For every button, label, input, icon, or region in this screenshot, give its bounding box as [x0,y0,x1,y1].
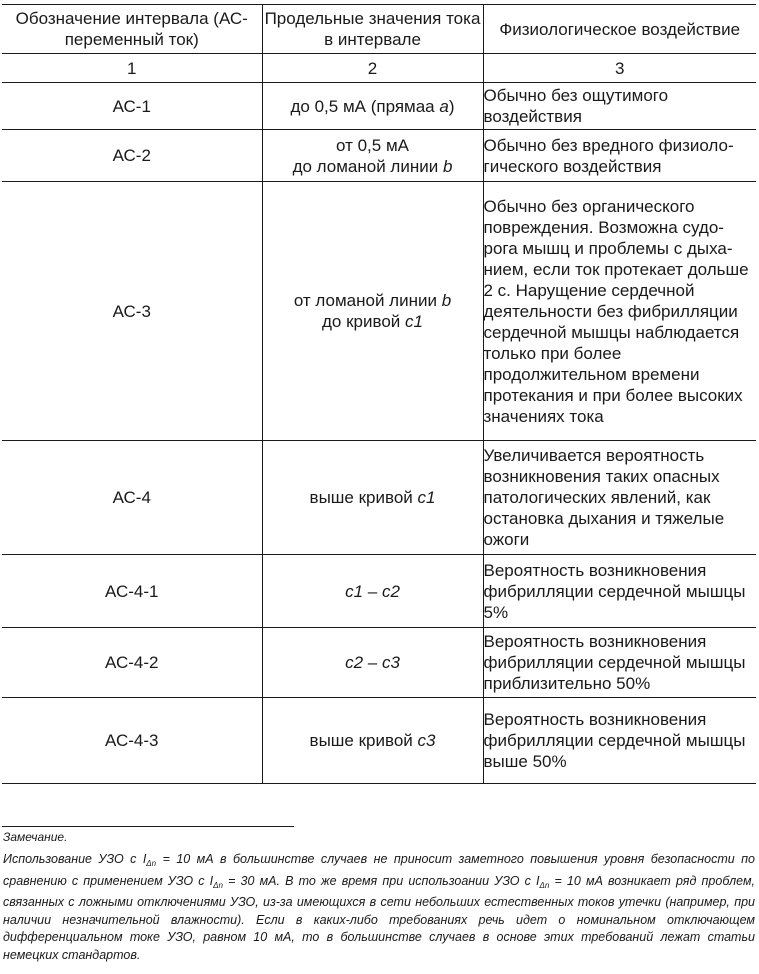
effect-text: Обычно без ощутимого воздействия [483,83,756,130]
interval-code: АС-4-2 [2,628,262,698]
column-number-1: 1 [2,54,262,83]
effect-text: Вероятность возникновения фибрилляции сердечной мышцы приблизительно 50% [483,628,756,698]
current-intervals-table [2,4,756,784]
current-range: c2 – c3 [262,628,483,698]
current-range: от 0,5 мА до ломаной линии b [262,130,483,182]
table-row [2,83,756,130]
table-row [2,555,756,628]
note-title: Замечание. [3,830,68,844]
header-physiological-effect: Физиологическое воздействие [483,5,756,54]
note-divider [2,826,294,827]
effect-text: Вероятность возникновения фибрилляции сердечной мышцы выше 50% [483,698,756,784]
table-row [2,130,756,182]
interval-code: АС-4 [2,441,262,555]
column-number-row [2,54,756,83]
header-interval-designation: Обозначение интервала (АС-переменный ток) [2,5,262,54]
interval-code: АС-2 [2,130,262,182]
column-number-2: 2 [262,54,483,83]
note-text: Использование УЗО с $I_{\Delta n} = 10$ мА в большинстве случаев не приносит заметного повышения уровня безопасности по сравнению с применением УЗО с $I_{\Delta n} = 30$ мА. В то же время при использоании УЗО с $I_{\Delta n} = 10$ мА возникает ряд проблем, связанных с ложными отключениями УЗО, из-за имеющихся в сети небольших естественных токов утечки (например, при наличии незначительной влажности). Если в каких-либо требованиях речь идет о номинальном отключающем дифференциальном токе УЗО, равном 10 мА, то в большинстве случаев в основе этих требований лежат статьи немецких стандартов. [3,852,755,962]
effect-text: Увеличивается вероятность возникновения таких опасных патологических явлений, как остановка дыхания и тяжелые ожоги [483,441,756,555]
effect-text: Вероятность возникновения фибрилляции сердечной мышцы 5% [483,555,756,628]
interval-code: АС-1 [2,83,262,130]
column-number-3: 3 [483,54,756,83]
header-row [2,5,756,54]
effect-text: Обычно без вредного физиоло-гического воздействия [483,130,756,182]
table-row [2,628,756,698]
current-range: от ломаной линии b до кривой c1 [262,182,483,441]
interval-code: АС-4-1 [2,555,262,628]
current-range: c1 – c2 [262,555,483,628]
interval-code: АС-4-3 [2,698,262,784]
current-range: до 0,5 мА (прямаа a) [262,83,483,130]
table-row [2,698,756,784]
table-row [2,441,756,555]
effect-text: Обычно без органического повреждения. Возможна судо-рога мышц и проблемы с дыха-нием, если ток протекает дольше 2 с. Нарущение сердечной деятельности без фибрилляции сердечной мышцы наблюдается только при более продолжительном времени протекания и при более высоких значениях тока [483,182,756,441]
header-current-limits: Продельные значения тока в интервале [262,5,483,54]
current-range: выше кривой c3 [262,698,483,784]
current-range: выше кривой c1 [262,441,483,555]
table-row [2,182,756,441]
interval-code: АС-3 [2,182,262,441]
